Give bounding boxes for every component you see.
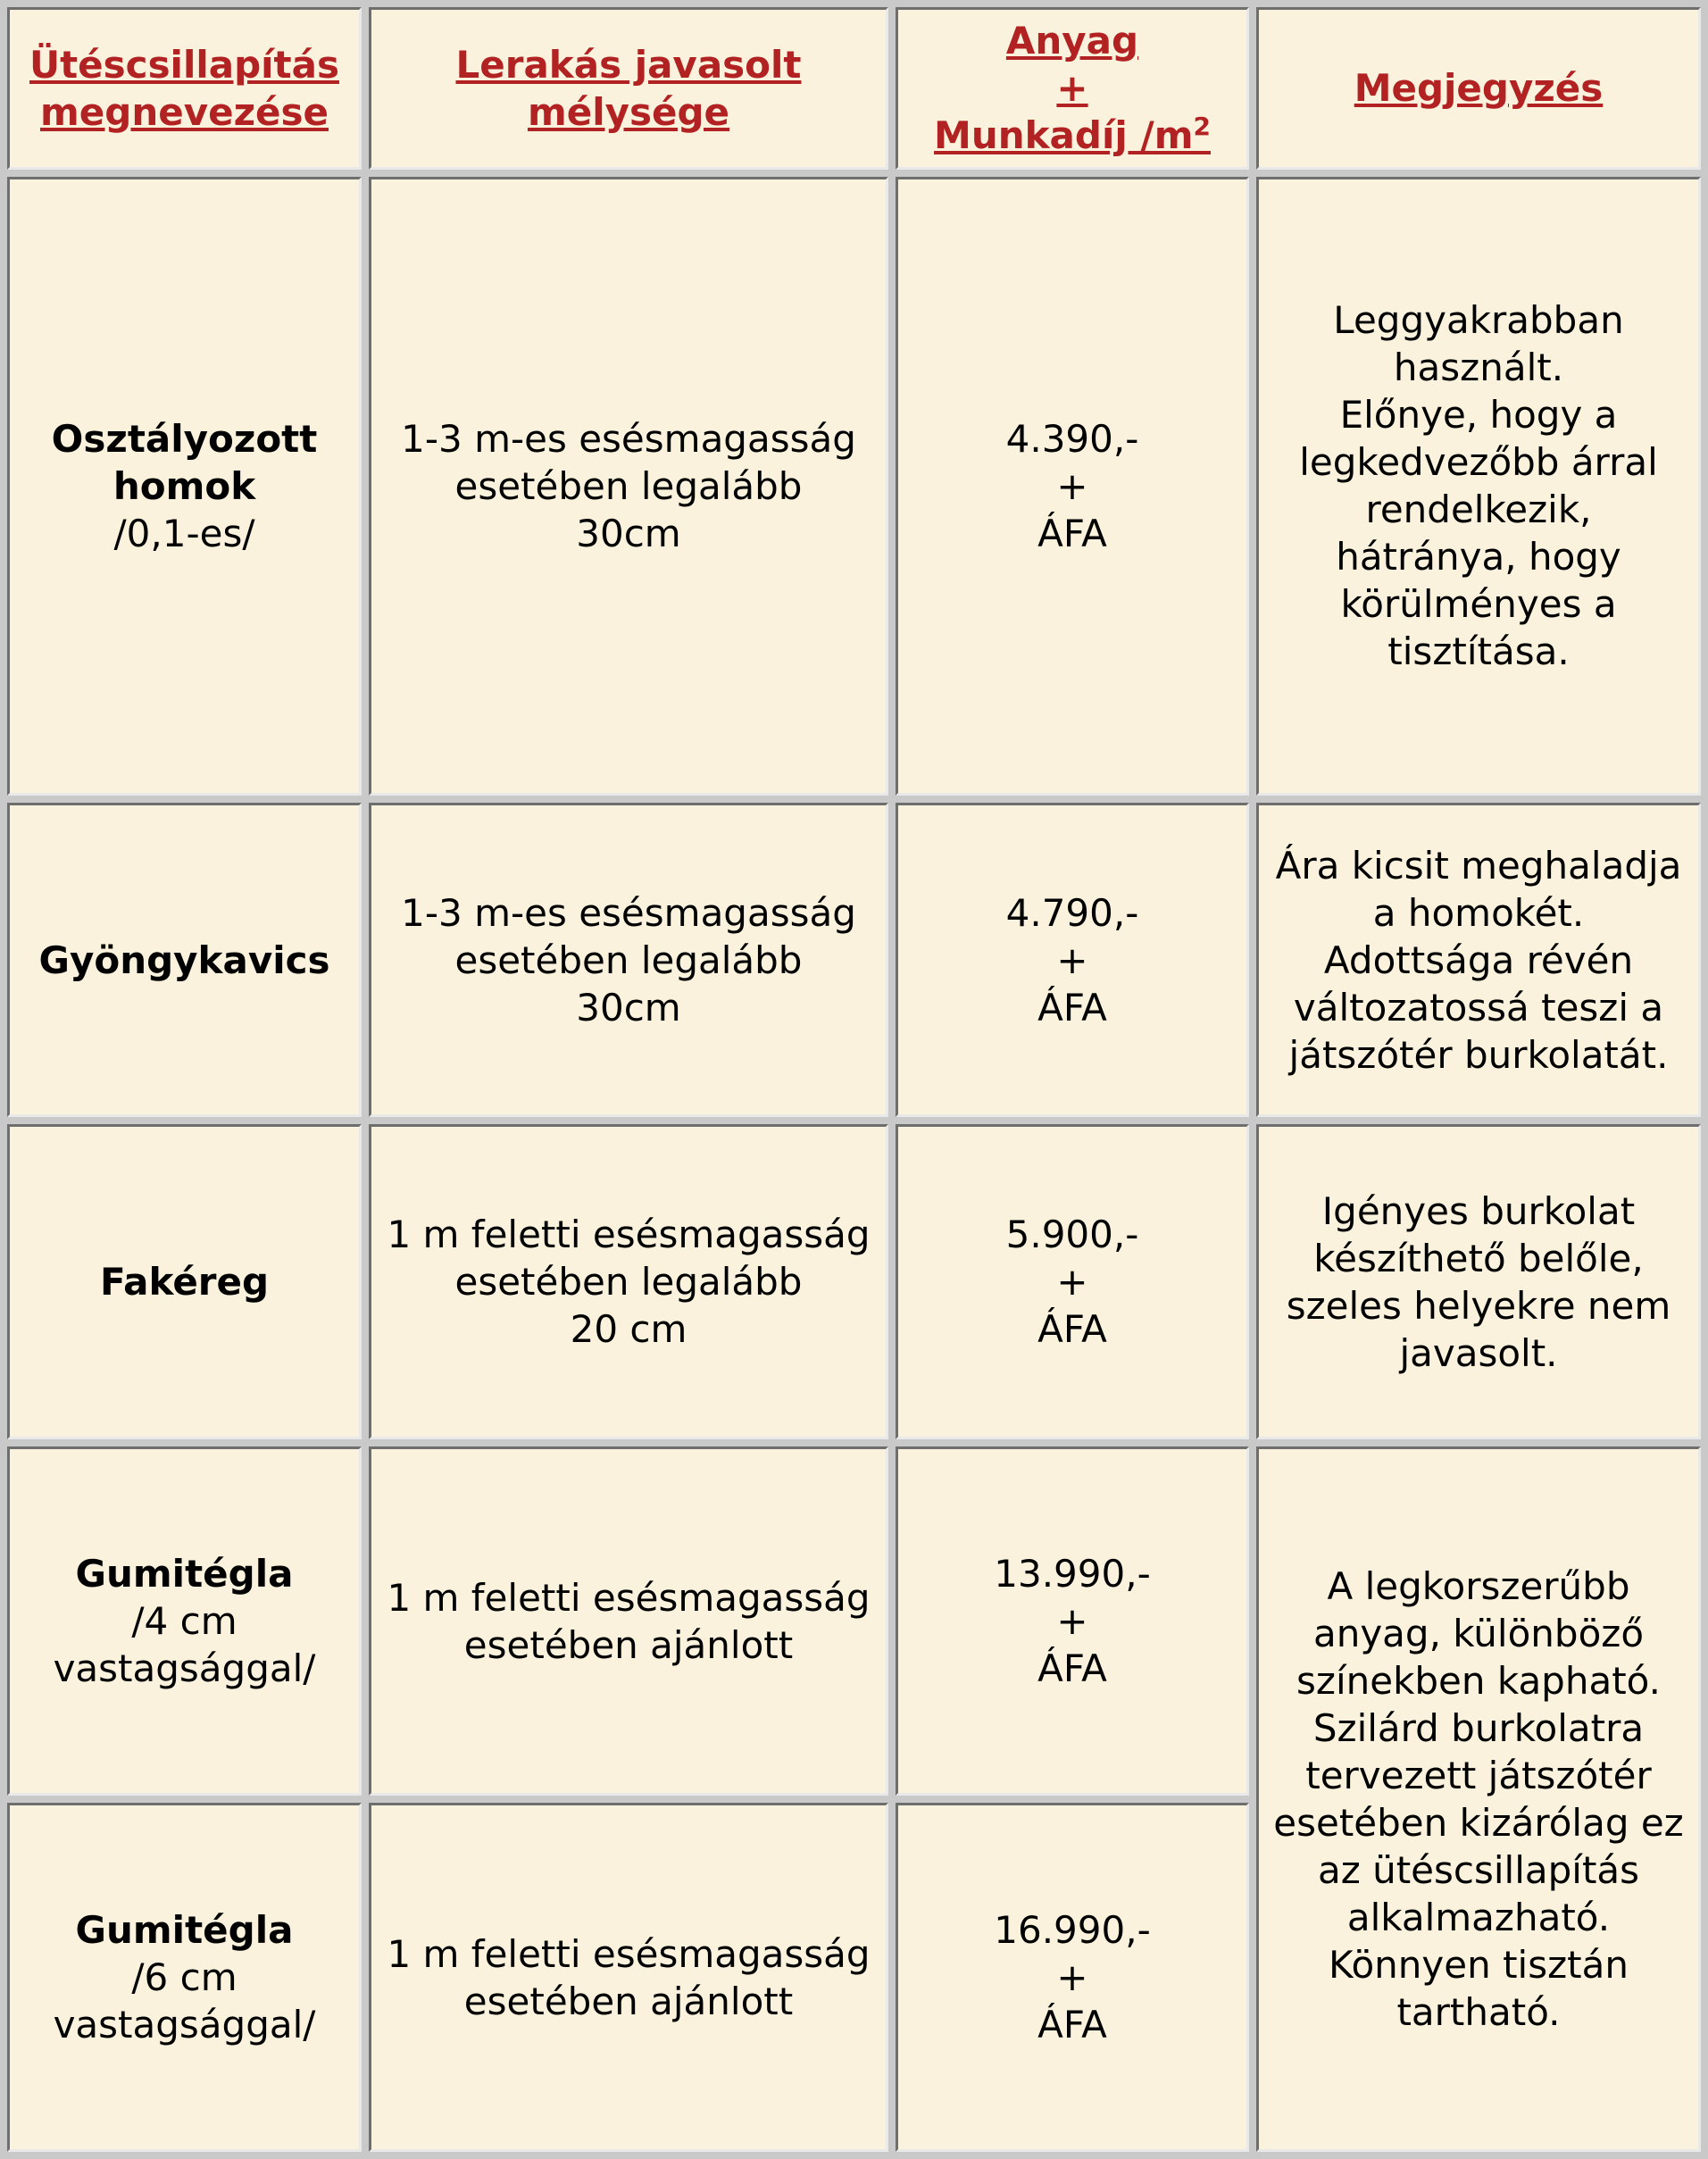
name-sub: /0,1-es/ bbox=[113, 511, 255, 555]
depth-line: 20 cm bbox=[570, 1307, 687, 1352]
name-sub: /6 cm bbox=[131, 1955, 237, 1999]
price-vat: ÁFA bbox=[1037, 1307, 1107, 1352]
name-cell bbox=[7, 177, 362, 796]
price-vat: ÁFA bbox=[1037, 985, 1107, 1029]
table-row bbox=[7, 1446, 1701, 1796]
header-name-line1: Ütéscsillapítás bbox=[29, 42, 339, 87]
header-depth bbox=[369, 7, 888, 170]
table-row bbox=[7, 177, 1701, 796]
name-bold: Gyöngykavics bbox=[38, 938, 330, 982]
note-cell bbox=[1256, 803, 1701, 1118]
price-vat: ÁFA bbox=[1037, 511, 1107, 555]
note-line: Könnyen tisztán bbox=[1329, 1943, 1629, 1988]
note-line: Előnye, hogy a bbox=[1339, 393, 1618, 438]
depth-cell bbox=[369, 1124, 888, 1439]
depth-cell bbox=[369, 1803, 888, 2152]
note-line: szeles helyekre nem bbox=[1286, 1283, 1671, 1328]
depth-line: 30cm bbox=[576, 511, 681, 555]
price-plus: + bbox=[1056, 1599, 1088, 1644]
name-cell bbox=[7, 803, 362, 1118]
header-name bbox=[7, 7, 362, 170]
note-line: körülményes a bbox=[1340, 582, 1617, 627]
table-row bbox=[7, 1124, 1701, 1439]
note-line: Leggyakrabban bbox=[1333, 298, 1624, 343]
price-value: 13.990,- bbox=[994, 1552, 1151, 1596]
note-cell bbox=[1256, 1124, 1701, 1439]
name-cell bbox=[7, 1446, 362, 1796]
note-line: javasolt. bbox=[1399, 1330, 1558, 1375]
header-depth-line1: Lerakás javasolt bbox=[455, 42, 802, 87]
header-price-line1: Anyag bbox=[1005, 19, 1139, 63]
note-line: használt. bbox=[1393, 346, 1564, 390]
price-value: 5.900,- bbox=[1005, 1213, 1139, 1257]
depth-line: esetében legalább bbox=[454, 1260, 803, 1305]
depth-line: esetében ajánlott bbox=[463, 1622, 794, 1667]
depth-line: 1 m feletti esésmagasság bbox=[387, 1575, 871, 1620]
note-line: Adottsága révén bbox=[1323, 938, 1634, 982]
name-sub: /4 cm bbox=[131, 1599, 237, 1644]
price-plus: + bbox=[1056, 463, 1088, 508]
depth-line: 1 m feletti esésmagasság bbox=[387, 1931, 871, 1976]
price-cell bbox=[896, 803, 1249, 1118]
note-line: az ütéscsillapítás bbox=[1317, 1848, 1640, 1893]
depth-cell bbox=[369, 177, 888, 796]
name-cell bbox=[7, 1803, 362, 2152]
note-line: játszótér burkolatát. bbox=[1288, 1032, 1669, 1077]
name-bold: Fakéreg bbox=[99, 1260, 270, 1305]
price-cell bbox=[896, 1124, 1249, 1439]
note-cell bbox=[1256, 1446, 1701, 2152]
name-bold: Gumitégla bbox=[75, 1552, 294, 1596]
price-value: 4.390,- bbox=[1005, 416, 1139, 461]
header-name-line2: megnevezése bbox=[40, 89, 329, 134]
note-line: rendelkezik, bbox=[1365, 488, 1592, 532]
depth-cell bbox=[369, 1446, 888, 1796]
depth-line: 1-3 m-es esésmagasság bbox=[401, 890, 856, 935]
note-line: anyag, különböző bbox=[1312, 1612, 1645, 1656]
header-row bbox=[7, 7, 1701, 170]
note-line: tartható. bbox=[1396, 1990, 1561, 2035]
price-vat: ÁFA bbox=[1037, 1646, 1107, 1691]
price-cell bbox=[896, 1803, 1249, 2152]
name-sub: vastagsággal/ bbox=[53, 1646, 316, 1691]
depth-line: 30cm bbox=[576, 985, 681, 1029]
note-line: Ára kicsit meghaladja bbox=[1275, 843, 1682, 888]
header-price-line2: + bbox=[1056, 66, 1088, 111]
depth-line: esetében legalább bbox=[454, 938, 803, 982]
name-bold: Gumitégla bbox=[75, 1908, 294, 1952]
depth-line: esetében legalább bbox=[454, 463, 803, 508]
note-line: legkedvezőbb árral bbox=[1299, 440, 1658, 485]
header-note bbox=[1256, 7, 1701, 170]
price-plus: + bbox=[1056, 938, 1088, 982]
note-line: tisztítása. bbox=[1387, 629, 1570, 674]
header-price-line3: Munkadíj /m bbox=[934, 113, 1194, 158]
header-price bbox=[896, 7, 1249, 170]
note-line: színekben kapható. bbox=[1296, 1659, 1661, 1704]
note-line: alkalmazható. bbox=[1346, 1896, 1611, 1940]
name-sub: vastagsággal/ bbox=[53, 2003, 316, 2046]
header-note-text: Megjegyzés bbox=[1354, 66, 1604, 111]
price-plus: + bbox=[1056, 1260, 1088, 1305]
price-value: 4.790,- bbox=[1005, 890, 1139, 935]
price-plus: + bbox=[1056, 1955, 1088, 1999]
price-cell bbox=[896, 177, 1249, 796]
name-bold: homok bbox=[112, 463, 256, 508]
note-line: Igényes burkolat bbox=[1321, 1188, 1636, 1233]
note-line: A legkorszerűbb bbox=[1327, 1564, 1630, 1609]
note-line: változatossá teszi a bbox=[1293, 985, 1664, 1029]
note-line: készíthető belőle, bbox=[1313, 1236, 1644, 1280]
depth-line: 1-3 m-es esésmagasság bbox=[401, 416, 856, 461]
depth-line: 1 m feletti esésmagasság bbox=[387, 1213, 871, 1257]
name-cell bbox=[7, 1124, 362, 1439]
price-value: 16.990,- bbox=[994, 1908, 1151, 1952]
header-price-sup: 2 bbox=[1193, 112, 1211, 142]
note-line: a homokét. bbox=[1372, 890, 1585, 935]
note-line: hátránya, hogy bbox=[1336, 535, 1621, 579]
name-bold: Osztályozott bbox=[51, 416, 318, 461]
depth-line: esetében ajánlott bbox=[463, 1979, 794, 2023]
depth-cell bbox=[369, 803, 888, 1118]
note-line: Szilárd burkolatra bbox=[1312, 1706, 1645, 1751]
table-row bbox=[7, 803, 1701, 1118]
header-depth-line2: mélysége bbox=[527, 89, 730, 134]
price-vat: ÁFA bbox=[1037, 2003, 1107, 2046]
note-cell bbox=[1256, 177, 1701, 796]
note-line: tervezett játszótér bbox=[1305, 1754, 1652, 1798]
note-line: esetében kizárólag ez bbox=[1273, 1801, 1684, 1846]
price-cell bbox=[896, 1446, 1249, 1796]
